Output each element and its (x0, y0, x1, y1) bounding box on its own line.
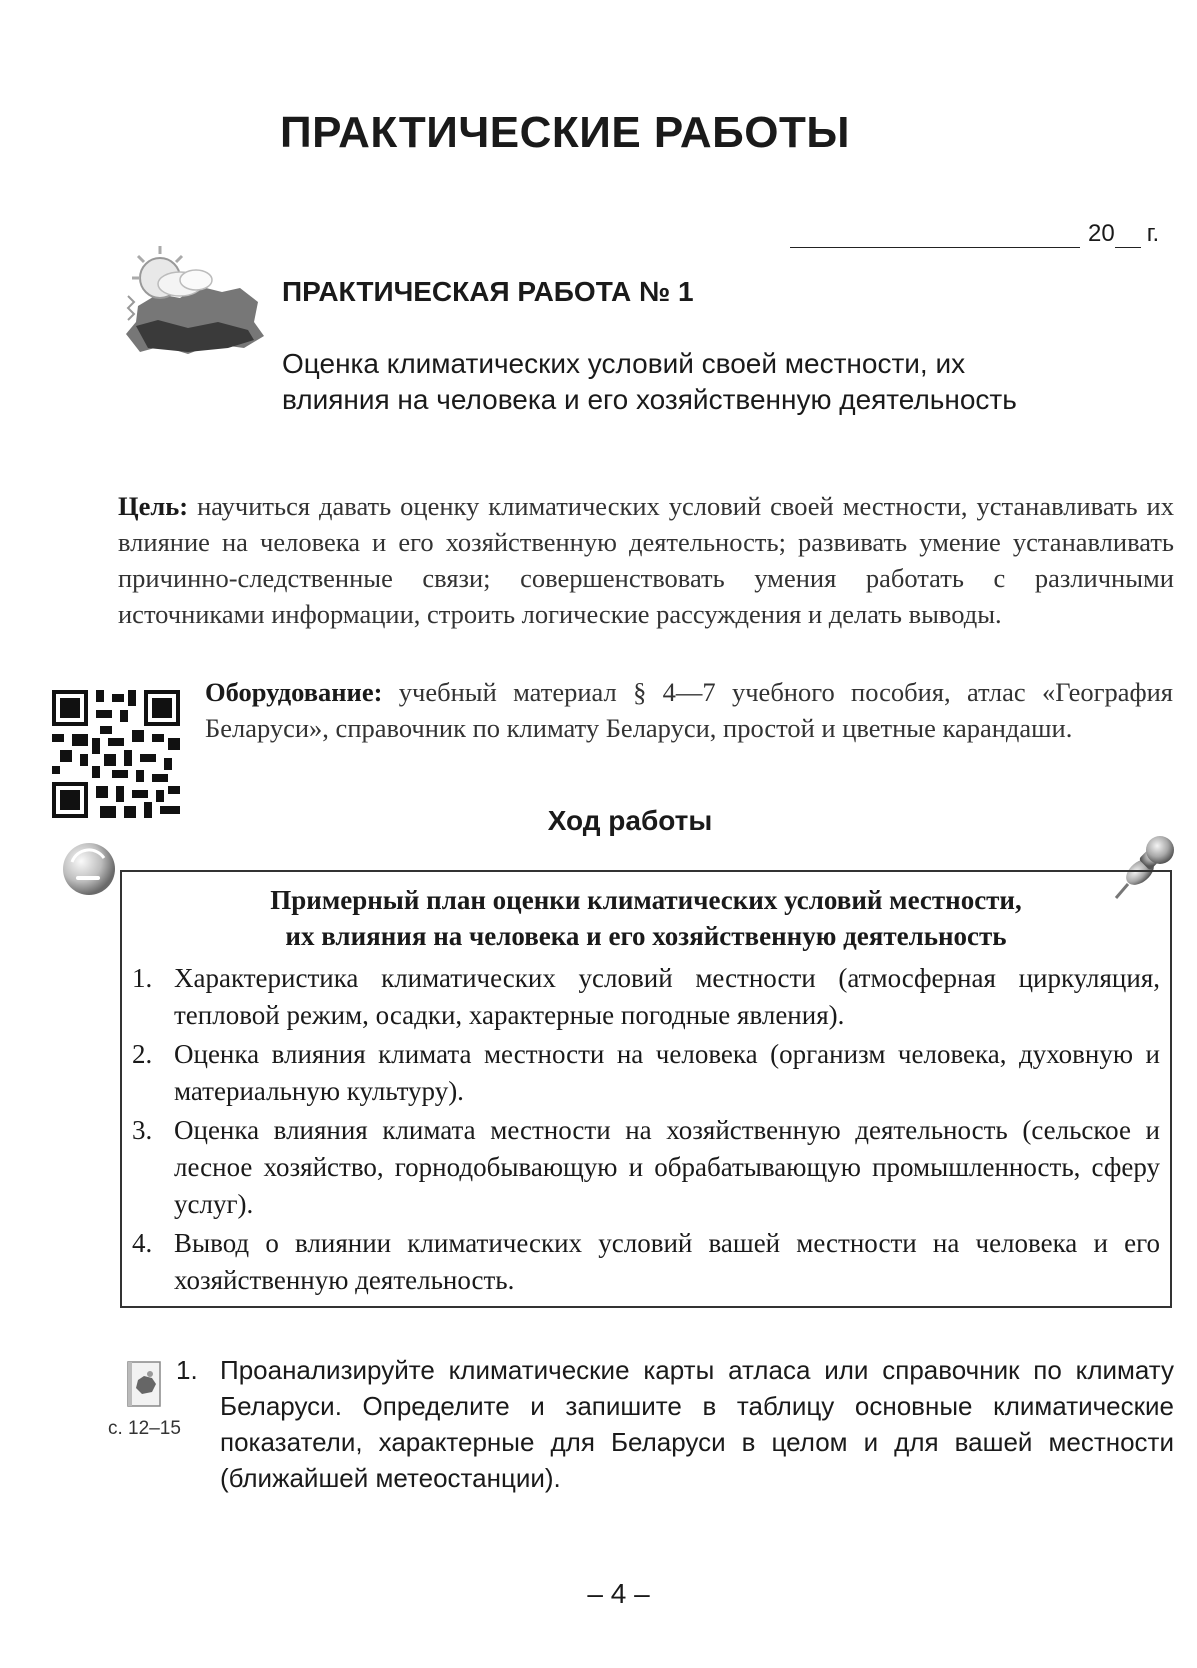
list-item (132, 1112, 1160, 1223)
task-item (176, 1352, 1174, 1496)
task-number: 1. (176, 1355, 198, 1385)
date-year-suffix: г. (1146, 220, 1160, 247)
progress-title: Ход работы (547, 805, 713, 836)
goal-label: Цель: (118, 491, 189, 521)
list-item-number: 4. (132, 1228, 153, 1258)
list-item (132, 1036, 1160, 1110)
page-reference: с. 12–15 (108, 1418, 181, 1439)
work-topic: Оценка климатических условий своей местности, их влияния на человека и его хозяйственную деятельность (282, 348, 1017, 415)
plan-title-line2: их влияния на человека и его хозяйственную деятельность (285, 921, 1007, 951)
plan-title-line1: Примерный план оценки климатических условий местности, (270, 885, 1022, 915)
list-item-text: Оценка влияния климата местности на хозяйственную деятельность (сельское и лесное хозяйство, горнодобывающую и обрабатывающую промышленность, сферу услуг). (174, 1115, 1160, 1219)
equipment-text: учебный материал § 4—7 учебного пособия, атлас «География Беларуси», справочник по климату Беларуси, простой и цветные карандаши. (205, 677, 1174, 743)
goal-text: научиться давать оценку климатических условий своей местности, устанавливать их влияние на человека и его хозяйственную деятельность; развивать умение устанавливать причинно-следственные связи; совершенствовать умения работать с различными источниками информации, строить логические рассуждения и делать выводы. (118, 491, 1174, 629)
list-item (132, 960, 1160, 1034)
atlas-book-icon (126, 1360, 164, 1408)
page-title: ПРАКТИЧЕСКИЕ РАБОТЫ (280, 108, 850, 157)
list-item-text: Вывод о влиянии климатических условий вашей местности на человека и его хозяйственную деятельность. (174, 1228, 1160, 1295)
list-item-text: Оценка влияния климата местности на человека (организм человека, духовную и материальную культуру). (174, 1039, 1160, 1106)
qr-code-icon[interactable] (52, 690, 180, 818)
list-item-number: 2. (132, 1039, 153, 1069)
plan-list (132, 960, 1160, 1301)
task-text: Проанализируйте климатические карты атласа или справочник по климату Беларуси. Определите и запишите в таблицу основные климатические показатели, характерные для Беларуси в целом и для вашей местности (ближайшей метеостанции). (220, 1355, 1174, 1493)
disc-icon (58, 838, 120, 900)
goal-paragraph (118, 488, 1174, 632)
list-item-number: 3. (132, 1115, 153, 1145)
list-item-number: 1. (132, 963, 153, 993)
date-year-prefix: 20 (1088, 220, 1115, 247)
plan-title (122, 882, 1170, 954)
date-blank[interactable] (790, 225, 1080, 248)
work-title: ПРАКТИЧЕСКАЯ РАБОТА № 1 (282, 276, 694, 307)
equipment-paragraph (205, 674, 1173, 746)
list-item (132, 1225, 1160, 1299)
page-number: – 4 – (587, 1578, 650, 1609)
climate-map-icon (118, 236, 266, 366)
plan-box (120, 870, 1172, 1308)
equipment-label: Оборудование: (205, 677, 383, 707)
date-field (790, 220, 1159, 248)
list-item-text: Характеристика климатических условий местности (атмосферная циркуляция, тепловой режим, осадки, характерные погодные явления). (174, 963, 1160, 1030)
year-blank[interactable] (1115, 225, 1141, 248)
